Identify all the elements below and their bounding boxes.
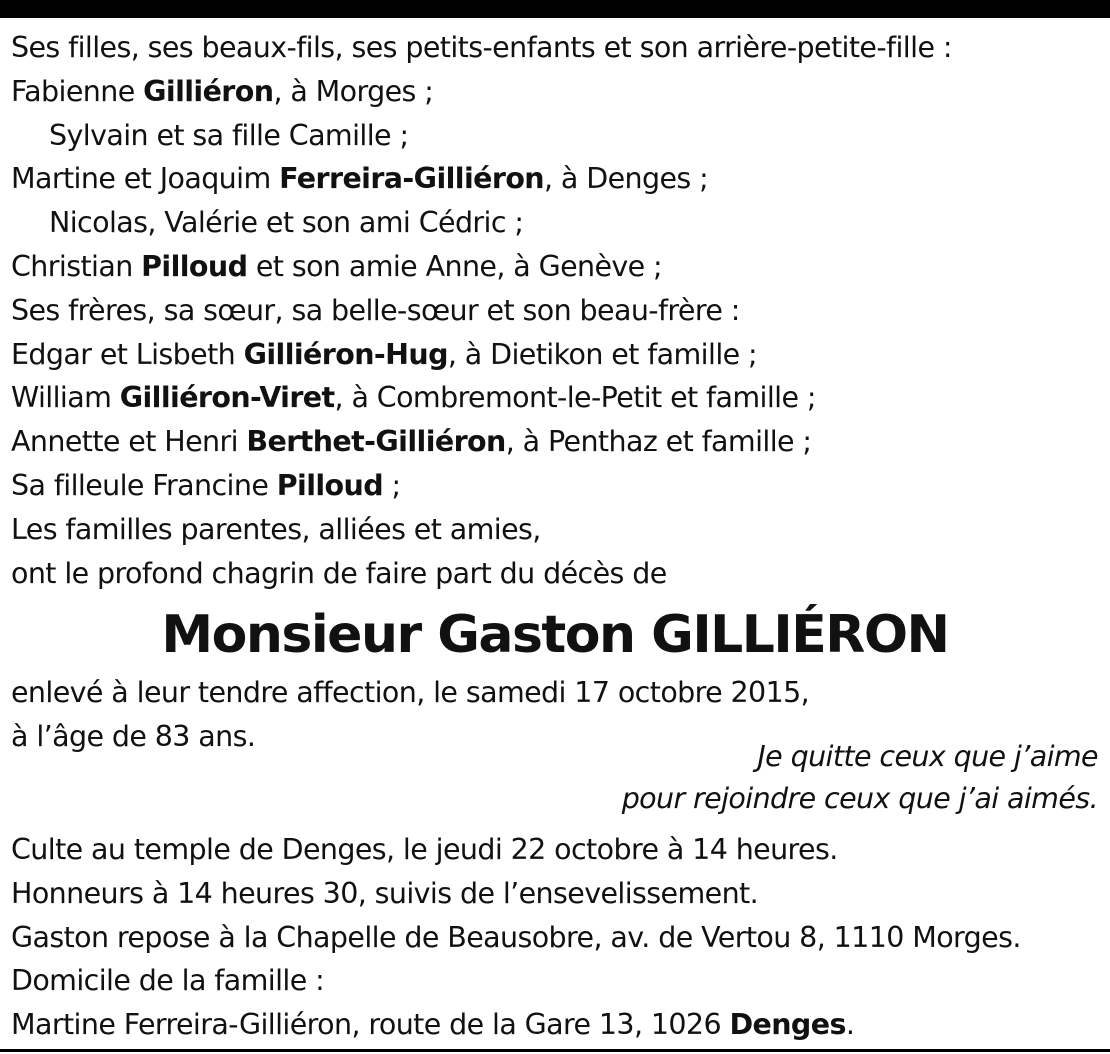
family-line-text: , à Morges ; <box>273 74 434 108</box>
sibling-line-text: William <box>11 381 120 415</box>
family-line-text: Fabienne <box>11 74 144 108</box>
goddaughter-line <box>11 464 1103 508</box>
family-surname: Gilliéron <box>143 74 274 108</box>
family-intro-line: Ses filles, ses beaux-fils, ses petits-enfants et son arrière-petite-fille : <box>11 31 952 64</box>
family-line: Sylvain et sa fille Camille ; <box>49 118 409 152</box>
sibling-line <box>11 376 1103 420</box>
bottom-rule <box>0 1049 1110 1052</box>
sibling-surname: Gilliéron-Hug <box>243 337 448 371</box>
sibling-line <box>11 333 1103 377</box>
family-line <box>11 245 1103 289</box>
sibling-line-text: , à Combremont-le-Petit et famille ; <box>334 381 816 415</box>
sibling-surname: Gilliéron-Viret <box>119 381 335 415</box>
announcement-line: ont le profond chagrin de faire part du décès de <box>11 556 667 590</box>
family-line <box>11 157 1103 201</box>
family-line: Nicolas, Valérie et son ami Cédric ; <box>49 206 524 240</box>
address-text: Martine Ferreira-Gilliéron, route de la Gare 13, 1026 <box>11 1008 730 1042</box>
service-line: Gaston repose à la Chapelle de Beausobre, av. de Vertou 8, 1110 Morges. <box>11 920 1021 954</box>
sibling-surname: Berthet-Gilliéron <box>246 425 506 459</box>
quote-line: pour rejoindre ceux que j’ai aimés. <box>621 782 1098 815</box>
sibling-line-text: , à Dietikon et famille ; <box>447 337 758 371</box>
sibling-line <box>11 420 1103 464</box>
goddaughter-line-text: Sa filleule Francine <box>11 468 277 502</box>
address-text: . <box>845 1008 855 1042</box>
address-town: Denges <box>729 1008 846 1042</box>
address-line <box>11 1003 1103 1047</box>
family-line-text: Martine et Joaquim <box>11 162 280 196</box>
family-surname: Pilloud <box>141 249 248 283</box>
quote-line: Je quitte ceux que j’aime <box>757 740 1098 773</box>
sibling-line-text: Annette et Henri <box>11 425 247 459</box>
goddaughter-surname: Pilloud <box>276 468 383 502</box>
relatives-line: Les familles parentes, alliées et amies, <box>11 512 541 546</box>
death-date-line: enlevé à leur tendre affection, le samedi 17 octobre 2015, <box>11 676 810 709</box>
siblings-intro-line: Ses frères, sa sœur, sa belle-sœur et son beau-frère : <box>11 293 740 327</box>
deceased-name: Monsieur Gaston GILLIÉRON <box>161 605 949 665</box>
service-line: Domicile de la famille : <box>11 964 325 998</box>
family-line-text: , à Denges ; <box>543 162 709 196</box>
family-line <box>11 70 1103 114</box>
family-surname: Ferreira-Gilliéron <box>279 162 544 196</box>
family-block <box>11 26 1103 595</box>
farewell-quote <box>622 736 1098 820</box>
sibling-line-text: Edgar et Lisbeth <box>11 337 244 371</box>
service-line: Culte au temple de Denges, le jeudi 22 octobre à 14 heures. <box>11 833 838 866</box>
top-rule <box>0 0 1110 18</box>
family-line-text: Christian <box>11 249 142 283</box>
family-line-text: et son amie Anne, à Genève ; <box>247 249 663 283</box>
goddaughter-line-text: ; <box>383 468 401 502</box>
age-line: à l’âge de 83 ans. <box>11 719 256 753</box>
sibling-line-text: , à Penthaz et famille ; <box>505 425 812 459</box>
service-line: Honneurs à 14 heures 30, suivis de l’ensevelissement. <box>11 876 759 910</box>
service-block <box>11 828 1103 1047</box>
